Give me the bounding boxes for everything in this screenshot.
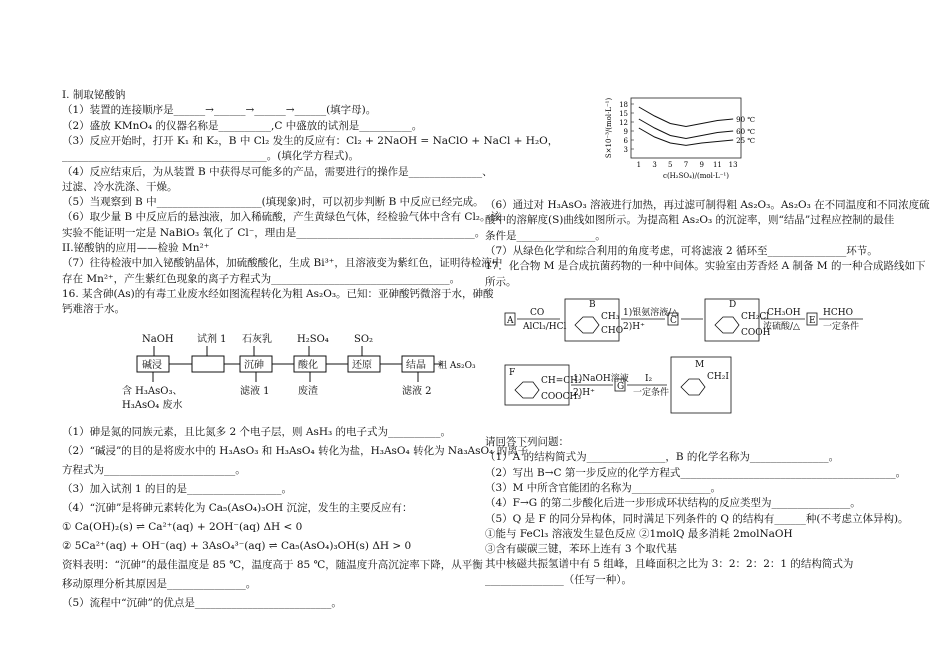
text-line: （2）写出 B→C 第一步反应的化学方程式_________________________________________。: [485, 466, 907, 479]
text-line: （3）反应开始时，打开 K₁ 和 K₂，B 中 Cl₂ 发生的反应有：Cl₂ + 2NaOH = NaClO + NaCl + H₂O，: [62, 134, 559, 147]
x-tick-label: 9: [699, 161, 704, 169]
synth-cond6b: 一定条件: [633, 388, 670, 398]
text-line: 酸中的溶解度(S)曲线如图所示。为提高粗 As₂O₃ 的沉淀率，则“结晶”过程应控制的最佳: [485, 214, 895, 227]
text-line: 请回答下列问题：: [485, 436, 569, 448]
synth-D: D: [729, 300, 737, 310]
synth-cond4: HCHO: [823, 308, 853, 318]
step-alkali: 碱浸: [142, 360, 162, 371]
y-axis-label: S×10⁻³/(mol·L⁻¹): [605, 97, 613, 159]
synth-M: M: [695, 360, 705, 370]
synth-cond6: I₂: [645, 374, 653, 384]
text-line: （2）“碱浸”的目的是将废水中的 H₃AsO₃ 和 H₃AsO₄ 转化为盐，H₃AsO₄ 转化为 Na₃AsO₄ 的离子: [62, 445, 529, 457]
text-line: ② 5Ca²⁺(aq) + OH⁻(aq) + 3AsO₄³⁻(aq) ⇌ Ca₅(AsO₄)₃OH(s) ΔH > 0: [62, 540, 412, 552]
reagent-so2: SO₂: [354, 334, 374, 345]
text-line: 实验不能证明一定是 NaBiO₃ 氧化了 Cl⁻，理由是__________________________________。: [62, 226, 486, 239]
text-line: ③含有碳碳三键，苯环上连有 3 个取代基: [485, 543, 677, 556]
product: 粗 As₂O₃: [438, 361, 476, 371]
text-line: 移动原理分析其原因是_______________。: [62, 578, 257, 590]
x-tick-label: 1: [636, 161, 642, 169]
synth-cond1: CO: [530, 308, 545, 318]
text-line: I. 制取铋酸钠: [62, 89, 126, 101]
filtrate-2: 滤液 2: [402, 386, 432, 397]
text-line: （2）盛放 KMnO₄ 的仪器名称是__________,C 中盛放的试剂是__________。: [62, 119, 423, 132]
step-reduce: 还原: [352, 360, 372, 371]
x-axis-label: c(H₂SO₄)/(mol·L⁻¹): [663, 172, 729, 180]
flow-diagram: [122, 330, 476, 420]
x-tick-label: 5: [668, 161, 673, 169]
x-tick-label: 3: [652, 161, 657, 169]
y-tick-label: 15: [619, 110, 628, 118]
synth-cond3b: 浓硫酸/△: [763, 322, 800, 332]
synth-A: A: [507, 316, 514, 326]
text-line: （4）“沉砷”是将砷元素转化为 Ca₅(AsO₄)₃OH 沉淀，发生的主要反应有：: [62, 502, 413, 514]
waste-water-1: 含 H₃AsO₃、: [122, 386, 183, 397]
series-line-2: [639, 128, 733, 145]
synth-E: E: [809, 316, 816, 326]
text-line: 方程式为_________________________。: [62, 464, 246, 476]
text-line: 存在 Mn²⁺，产生紫红色现象的离子方程式为__________________________________。: [62, 272, 461, 285]
synth-cond5b: 2)H⁺: [573, 388, 595, 398]
synth-cond3: CH₃OH: [767, 308, 801, 318]
synth-cond2: 1)银氨溶液/△: [623, 308, 679, 318]
series-label-0: 90 ℃: [736, 116, 756, 124]
text-line: （6）通过对 H₃AsO₃ 溶液进行加热，再过滤可制得粗 As₂O₃。As₂O₃ 在不同温度和不同浓度硫: [485, 199, 930, 211]
text-line: 钙难溶于水。: [62, 303, 125, 316]
chart-frame: [631, 98, 741, 158]
text-line: 过滤、冷水洗涤、干燥。: [62, 180, 178, 193]
reagent-h2so4: H₂SO₄: [297, 334, 329, 345]
text-line: （6）取少量 B 中反应后的悬浊液，加入稀硫酸，产生黄绿色气体，经检验气体中含有 Cl₂。该: [62, 211, 502, 224]
synth-B: B: [589, 300, 596, 310]
text-line: （1）装置的连接顺序是______→______→______→______(填字母)。: [62, 104, 377, 117]
text-line: （7）从绿色化学和综合利用的角度考虑，可将滤液 2 循环至_______________环节。: [485, 244, 878, 257]
x-tick-label: 7: [683, 161, 689, 169]
text-line: （1）A 的结构简式为_______________，B 的化学名称为_______________。: [485, 451, 840, 464]
step-crystal: 结晶: [406, 360, 426, 371]
synthesis-scheme: [505, 295, 905, 425]
x-tick-label: 11: [712, 161, 722, 169]
text-line: _______________________________________。(填化学方程式)。: [62, 150, 359, 163]
text-line: 条件是_______________。: [485, 229, 606, 242]
text-line: 其中核磁共振氢谱中有 5 组峰，且峰面积之比为 3：2：2：2：1 的结构简式为: [485, 558, 854, 571]
waste-residue: 废渣: [298, 386, 318, 397]
y-tick-label: 12: [619, 119, 628, 127]
text-line: 16. 某含砷(As)的有毒工业废水经如图流程转化为粗 As₂O₃。已知：亚砷酸钙微溶于水，砷酸: [62, 287, 494, 300]
series-label-2: 25 ℃: [736, 137, 756, 145]
x-tick-label: 13: [728, 161, 738, 169]
waste-water-2: H₃AsO₄ 废水: [122, 400, 183, 411]
reagent-1: 试剂 1: [197, 334, 227, 345]
text-line: （7）往待检液中加入铋酸钠晶体，加硫酸酸化，生成 Bi³⁺，且溶液变为紫红色，证明待检液中: [62, 257, 503, 270]
reagent-lime: 石灰乳: [242, 334, 272, 345]
step-arsenic: 沉砷: [244, 360, 264, 371]
synth-F: F: [509, 368, 516, 378]
filtrate-1: 滤液 1: [240, 386, 270, 397]
text-line: （3）M 中所含官能团的名称为_______________。: [485, 481, 722, 494]
solubility-chart: [603, 92, 763, 192]
series-line-0: [639, 107, 733, 127]
text-line: ① Ca(OH)₂(s) ⇌ Ca²⁺(aq) + 2OH⁻(aq) ΔH < 0: [62, 521, 303, 533]
y-tick-label: 3: [623, 146, 628, 154]
synth-C: C: [670, 316, 677, 326]
synth-cond5: 1)NaOH溶液: [573, 374, 629, 384]
reagent-naoh: NaOH: [142, 334, 174, 345]
synth-cond2b: 2)H⁺: [623, 322, 645, 332]
y-tick-label: 6: [623, 137, 628, 145]
synth-F-sub1: CH=CH₂: [541, 376, 582, 386]
text-line: （1）砷是氮的同族元素，且比氮多 2 个电子层，则 AsH₃ 的电子式为__________。: [62, 426, 452, 438]
step-acidify: 酸化: [298, 360, 318, 371]
text-line: （4）反应结束后，为从装置 B 中获得尽可能多的产品，需要进行的操作是______________、: [62, 165, 493, 178]
text-line: 17．化合物 M 是合成抗菌药物的一种中间体。实验室由芳香烃 A 制备 M 的一种合成路线如下: [485, 260, 926, 273]
synth-cond1b: AlCl₃/HCl: [523, 322, 567, 332]
y-tick-label: 18: [619, 101, 628, 109]
synth-B-sub1: CH₃: [601, 312, 620, 322]
synth-G: G: [617, 382, 625, 392]
synth-D-sub2: COOH: [741, 328, 771, 338]
text-line: II.铋酸钠的应用——检验 Mn²⁺: [62, 242, 210, 254]
text-line: （3）加入试剂 1 的目的是__________________。: [62, 483, 293, 495]
text-line: （5）流程中“沉砷”的优点是__________________________。: [62, 597, 342, 609]
y-tick-label: 9: [623, 128, 628, 136]
text-line: （5）Q 是 F 的同分异构体，同时满足下列条件的 Q 的结构有______种(不考虑立体异构)。: [485, 512, 909, 525]
synth-F-sub2: COOCH₃: [541, 392, 581, 402]
synth-B-sub2: CHO: [601, 326, 624, 336]
synth-D-sub1: CH₂Cl: [741, 312, 770, 322]
synth-cond4b: 一定条件: [823, 322, 860, 332]
text-line: 所示。: [485, 275, 517, 288]
text-line: （4）F→G 的第二步酸化后进一步形成环状结构的反应类型为_______________。: [485, 497, 861, 510]
synth-M-sub: CH₂I: [707, 372, 729, 382]
text-line: （5）当观察到 B 中____________________(填现象)时，可以初步判断 B 中反应已经完成。: [62, 196, 484, 209]
series-label-1: 60 ℃: [736, 128, 756, 136]
text-line: _______________（任写一种）。: [485, 573, 632, 586]
text-line: 资料表明：“沉砷”的最佳温度是 85 ℃，温度高于 85 ℃，随温度升高沉淀率下降，从平衡: [62, 559, 483, 571]
text-line: ①能与 FeCl₃ 溶液发生显色反应 ②1molQ 最多消耗 2molNaOH: [485, 527, 793, 540]
